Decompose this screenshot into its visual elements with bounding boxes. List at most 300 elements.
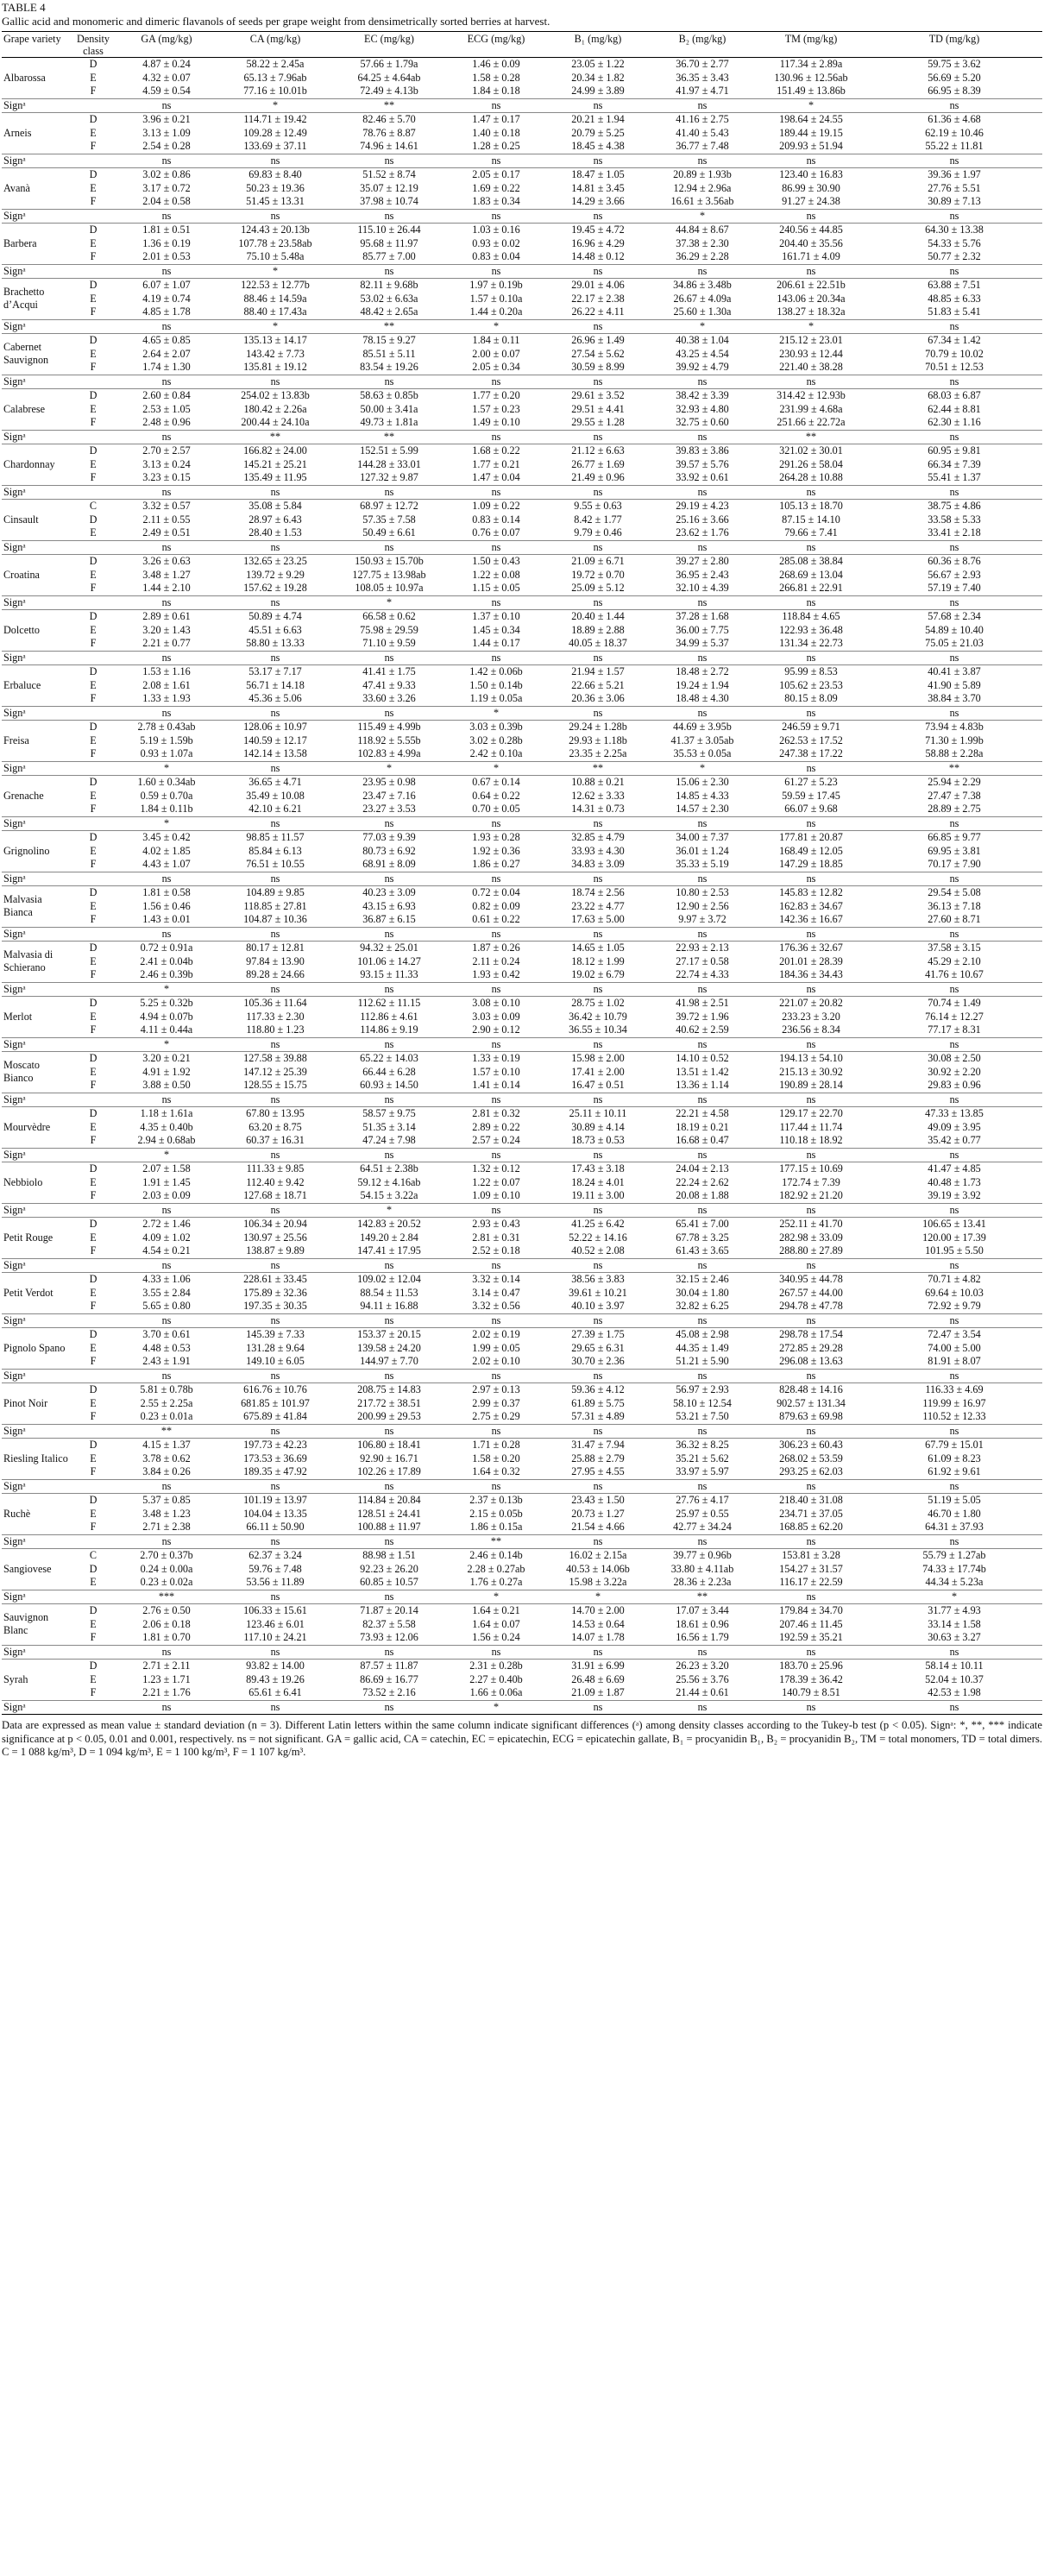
value-tm: 123.40 ± 16.83 [756,168,866,182]
value-td: 61.36 ± 4.68 [866,113,1042,127]
value-ec: 118.92 ± 5.55b [357,734,421,746]
significance-td: ns [866,927,1042,942]
value-ga: 3.20 ± 0.21 [116,1052,217,1066]
value-ga: 2.03 ± 0.09 [142,1189,191,1201]
density-class: D [71,1273,116,1287]
value-b2: 36.00 ± 7.75 [676,623,729,636]
value-ecg: 1.57 ± 0.23 [472,402,520,415]
significance-ecg: ns [445,154,547,168]
value-ec: 74.96 ± 14.61 [360,140,418,152]
value-td: 52.04 ± 10.37 [925,1672,984,1685]
value-ga: 3.88 ± 0.50 [142,1079,191,1091]
value-td: 67.34 ± 1.42 [866,334,1042,348]
table-row [2,444,1042,458]
table-row [2,1465,1042,1479]
significance-td: ns [866,872,1042,886]
significance-ca: ns [217,706,333,721]
density-class: F [90,1355,97,1367]
value-b2: 26.23 ± 3.20 [649,1660,756,1673]
value-b2: 32.75 ± 0.60 [676,416,729,428]
value-b1: 27.39 ± 1.75 [547,1328,649,1342]
value-b1: 20.40 ± 1.44 [547,610,649,624]
value-b2: 41.97 ± 4.71 [676,85,729,97]
significance-ca: * [217,98,333,113]
value-ecg: 1.19 ± 0.05a [469,692,523,704]
value-ec: 114.84 ± 20.84 [333,1494,445,1508]
significance-b2: ns [649,1203,756,1218]
significance-td: ns [866,430,1042,444]
value-ecg: 1.93 ± 0.42 [472,968,520,980]
value-tm: 321.02 ± 30.01 [756,444,866,458]
value-tm: 246.59 ± 9.71 [756,721,866,734]
grape-variety: Croatina [2,555,71,596]
value-ga: 3.23 ± 0.15 [142,471,191,483]
value-b1: 14.53 ± 0.64 [571,1617,625,1630]
significance-td: ns [866,375,1042,389]
value-ecg: 0.93 ± 0.02 [472,236,520,249]
value-tm: 117.44 ± 11.74 [779,1120,843,1133]
value-td: 46.70 ± 1.80 [928,1507,981,1520]
value-b2: 36.29 ± 2.28 [676,250,729,262]
value-tm: 192.59 ± 35.21 [779,1631,843,1643]
value-ga: 2.04 ± 0.58 [142,195,191,207]
significance-ecg: * [445,1590,547,1604]
value-ga: 4.65 ± 0.85 [116,334,217,348]
density-class: E [90,1672,97,1685]
density-class: E [90,734,97,746]
value-tm: 184.36 ± 34.43 [779,968,843,980]
significance-ca: ns [217,375,333,389]
value-ecg: 1.33 ± 0.19 [445,1052,547,1066]
value-td: 73.94 ± 4.83b [866,721,1042,734]
value-b1: 10.88 ± 0.21 [547,776,649,790]
value-ecg: 2.52 ± 0.18 [472,1244,520,1257]
significance-ga: ns [116,1093,217,1107]
value-b2: 43.25 ± 4.54 [676,347,729,360]
significance-ga: * [116,982,217,997]
table-row [2,1618,1042,1632]
value-tm: 177.81 ± 20.87 [756,831,866,845]
significance-tm: ns [756,1645,866,1660]
grape-variety: Pinot Noir [2,1383,71,1425]
value-ec: 88.98 ± 1.51 [333,1549,445,1563]
density-class: E [90,1010,97,1023]
value-tm: 172.74 ± 7.39 [782,1175,840,1188]
significance-ga: ns [116,540,217,555]
value-ec: 71.10 ± 9.59 [362,637,416,649]
significance-td: ns [866,706,1042,721]
sign-label: Signᵃ [2,1369,116,1383]
value-ecg: 1.64 ± 0.21 [445,1604,547,1618]
value-tm: 221.07 ± 20.82 [756,997,866,1011]
value-b2: 39.77 ± 0.96b [649,1549,756,1563]
significance-ecg: ns [445,1424,547,1439]
table-row [2,1300,1042,1313]
value-tm: 236.56 ± 8.34 [782,1023,840,1036]
value-ecg: 1.09 ± 0.22 [445,500,547,513]
significance-ecg: ns [445,209,547,224]
value-ga: 3.48 ± 1.23 [142,1507,191,1520]
sign-label: Signᵃ [2,1534,116,1549]
density-class: E [90,789,97,802]
significance-tm: * [756,98,866,113]
value-ca: 104.89 ± 9.85 [217,886,333,900]
value-ga: 5.19 ± 1.59b [140,734,193,746]
significance-b1: ns [547,1313,649,1328]
value-b2: 22.93 ± 2.13 [649,942,756,955]
table-row [2,845,1042,859]
significance-ga: ns [116,209,217,224]
table-row [2,1011,1042,1024]
table-body [2,58,1042,1715]
value-ca: 50.89 ± 4.74 [217,610,333,624]
value-ec: 95.68 ± 11.97 [360,236,418,249]
significance-b2: ns [649,1424,756,1439]
significance-tm: ns [756,982,866,997]
value-ca: 149.10 ± 6.05 [246,1355,305,1367]
table-row [2,237,1042,251]
value-ec: 114.86 ± 9.19 [360,1023,418,1036]
col-header-b2: B₂ (mg/kg) [649,32,756,58]
value-b1: 22.17 ± 2.38 [571,292,625,305]
value-ga: 0.93 ± 1.07a [140,747,193,759]
value-b2: 15.06 ± 2.30 [649,776,756,790]
value-td: 27.60 ± 8.71 [928,913,981,925]
value-ca: 106.33 ± 15.61 [217,1604,333,1618]
value-ecg: 1.77 ± 0.20 [445,389,547,403]
density-class: E [90,1341,97,1354]
density-class: D [89,1562,97,1575]
significance-ec: ns [333,1424,445,1439]
value-tm: 221.40 ± 38.28 [779,361,843,373]
value-b2: 16.56 ± 1.79 [676,1631,729,1643]
value-b2: 25.56 ± 3.76 [676,1672,729,1685]
value-b1: 14.65 ± 1.05 [547,942,649,955]
value-ga: 3.32 ± 0.57 [116,500,217,513]
value-ecg: 1.57 ± 0.10a [469,292,523,305]
value-b1: 17.43 ± 3.18 [547,1162,649,1176]
value-ca: 616.76 ± 10.76 [217,1383,333,1397]
value-b1: 20.79 ± 5.25 [571,126,625,139]
value-td: 62.30 ± 1.16 [928,416,981,428]
value-td: 33.14 ± 1.58 [928,1617,981,1630]
value-b2: 41.40 ± 5.43 [676,126,729,139]
value-td: 30.08 ± 2.50 [866,1052,1042,1066]
density-class: D [71,168,116,182]
density-class: D [71,279,116,293]
significance-ec: ns [333,927,445,942]
value-ga: 3.45 ± 0.42 [116,831,217,845]
value-b2: 33.80 ± 4.11ab [670,1562,734,1575]
significance-b2: ns [649,1258,756,1273]
significance-tm: ns [756,1369,866,1383]
value-ca: 147.12 ± 25.39 [243,1065,307,1078]
sign-label: Signᵃ [2,319,116,334]
value-td: 41.76 ± 10.67 [925,968,984,980]
grape-variety: Cabernet Sauvignon [2,334,71,375]
value-ec: 86.69 ± 16.77 [360,1672,418,1685]
density-class: D [71,444,116,458]
value-ca: 111.33 ± 9.85 [217,1162,333,1176]
value-ecg: 2.00 ± 0.07 [472,347,520,360]
density-class: D [71,831,116,845]
table-row [2,1023,1042,1037]
significance-tm: ns [756,1203,866,1218]
value-ca: 106.34 ± 20.94 [217,1218,333,1231]
value-td: 58.88 ± 2.28a [925,747,984,759]
value-ecg: 3.02 ± 0.28b [469,734,523,746]
value-ec: 48.42 ± 2.65a [360,305,418,318]
density-class: F [90,250,97,262]
significance-ecg: * [445,319,547,334]
significance-b1: ns [547,872,649,886]
value-ec: 64.25 ± 4.64ab [357,71,421,84]
value-td: 31.77 ± 4.93 [866,1604,1042,1618]
significance-ecg: ns [445,98,547,113]
value-tm: 218.40 ± 31.08 [756,1494,866,1508]
value-tm: 314.42 ± 12.93b [756,389,866,403]
value-ca: 138.87 ± 9.89 [246,1244,305,1257]
table-row [2,1383,1042,1397]
table-row [2,831,1042,845]
value-b2: 25.16 ± 3.66 [676,513,729,526]
density-class: D [71,1218,116,1231]
table-row [2,1176,1042,1190]
value-b1: 32.85 ± 4.79 [547,831,649,845]
table-row [2,1563,1042,1577]
value-td: 56.69 ± 5.20 [928,71,981,84]
value-tm: 151.49 ± 13.86b [777,85,846,97]
density-class: E [90,899,97,912]
density-class: D [71,1162,116,1176]
value-ga: 4.54 ± 0.21 [142,1244,191,1257]
value-ca: 58.80 ± 13.33 [246,637,305,649]
value-ecg: 0.70 ± 0.05 [472,803,520,815]
value-b1: 29.55 ± 1.28 [571,416,625,428]
density-class: E [90,954,97,967]
density-class: C [71,1549,116,1563]
significance-ec: * [333,595,445,610]
significance-row [2,1424,1042,1439]
value-b1: 52.22 ± 14.16 [569,1231,627,1244]
value-b1: 14.48 ± 0.12 [571,250,625,262]
significance-td: ns [866,209,1042,224]
significance-row [2,375,1042,389]
significance-b1: ns [547,264,649,279]
value-ec: 85.77 ± 7.00 [362,250,416,262]
value-ecg: 1.22 ± 0.07 [472,1175,520,1188]
significance-ga: ns [116,154,217,168]
value-tm: 183.70 ± 25.96 [756,1660,866,1673]
value-td: 69.95 ± 3.81 [928,844,981,857]
value-ec: 217.72 ± 38.51 [357,1396,421,1409]
table-row [2,1328,1042,1342]
value-b2: 51.21 ± 5.90 [676,1355,729,1367]
value-b1: 15.98 ± 2.00 [547,1052,649,1066]
density-class: F [90,1410,97,1422]
value-ec: 92.23 ± 26.20 [360,1562,418,1575]
value-tm: 294.78 ± 47.78 [779,1300,843,1312]
significance-ca: ns [217,1590,333,1604]
value-ec: 109.02 ± 12.04 [333,1273,445,1287]
value-td: 69.64 ± 10.03 [925,1286,984,1299]
value-ga: 2.64 ± 2.07 [142,347,191,360]
sign-label: Signᵃ [2,1093,116,1107]
grape-variety: Merlot [2,997,71,1038]
significance-ec: ns [333,154,445,168]
value-td: 50.77 ± 2.32 [928,250,981,262]
col-header-tm: TM (mg/kg) [756,32,866,58]
value-ec: 150.93 ± 15.70b [333,555,445,569]
significance-tm: ns [756,1258,866,1273]
significance-ec: ns [333,1093,445,1107]
value-ca: 135.49 ± 11.95 [243,471,307,483]
value-tm: 215.12 ± 23.01 [756,334,866,348]
value-ecg: 2.37 ± 0.13b [445,1494,547,1508]
value-td: 67.79 ± 15.01 [866,1439,1042,1452]
significance-ca: ns [217,1203,333,1218]
value-ca: 142.14 ± 13.58 [243,747,307,759]
value-b1: 59.36 ± 4.12 [547,1383,649,1397]
value-ec: 23.47 ± 7.16 [362,789,416,802]
density-class: F [90,858,97,870]
value-ec: 144.97 ± 7.70 [360,1355,418,1367]
table-row [2,224,1042,237]
value-td: 60.36 ± 8.76 [866,555,1042,569]
value-ec: 100.88 ± 11.97 [357,1521,421,1533]
value-tm: 268.02 ± 53.59 [779,1452,843,1464]
sign-label: Signᵃ [2,1590,116,1604]
value-tm: 79.66 ± 7.41 [784,526,838,539]
density-class: F [90,1521,97,1533]
value-ca: 681.85 ± 101.97 [241,1396,310,1409]
value-b1: 19.72 ± 0.70 [571,568,625,581]
density-class: D [71,942,116,955]
value-ec: 88.54 ± 11.53 [360,1286,418,1299]
value-ga: 2.49 ± 0.51 [142,526,191,539]
significance-b2: * [649,209,756,224]
value-b1: 23.22 ± 4.77 [571,899,625,912]
sign-label: Signᵃ [2,154,116,168]
value-tm: 266.81 ± 22.91 [779,582,843,594]
significance-ca: ns [217,1700,333,1715]
significance-b1: ns [547,1424,649,1439]
value-tm: 80.15 ± 8.09 [784,692,838,704]
density-class: E [90,457,97,470]
grape-variety: Mourvèdre [2,1107,71,1149]
table-row [2,1107,1042,1121]
table-row [2,610,1042,624]
value-td: 72.92 ± 9.79 [928,1300,981,1312]
table-row [2,555,1042,569]
density-class: E [90,1576,97,1588]
significance-row [2,927,1042,942]
value-ca: 53.56 ± 11.89 [246,1576,305,1588]
value-b1: 30.89 ± 4.14 [571,1120,625,1133]
density-class: D [71,1439,116,1452]
value-ga: 3.02 ± 0.86 [116,168,217,182]
col-header-td: TD (mg/kg) [866,32,1042,58]
table-row [2,140,1042,154]
value-b1: 21.09 ± 6.71 [547,555,649,569]
value-tm: 162.83 ± 34.67 [779,899,843,912]
value-b2: 10.80 ± 2.53 [649,886,756,900]
significance-td: ns [866,595,1042,610]
density-class: F [90,416,97,428]
significance-b1: ns [547,154,649,168]
sign-label: Signᵃ [2,430,116,444]
table-row [2,127,1042,141]
table-row [2,776,1042,790]
value-tm: 902.57 ± 131.34 [777,1396,846,1409]
value-ec: 102.83 ± 4.99a [357,747,421,759]
value-td: 120.00 ± 17.39 [922,1231,986,1244]
value-tm: 240.56 ± 44.85 [756,224,866,237]
value-tm: 91.27 ± 24.38 [782,195,840,207]
significance-b1: ns [547,595,649,610]
density-class: D [71,776,116,790]
grape-variety: Grignolino [2,831,71,872]
value-tm: 168.49 ± 12.05 [779,844,843,857]
significance-ga: ns [116,1203,217,1218]
value-td: 30.89 ± 7.13 [928,195,981,207]
significance-b1: ns [547,540,649,555]
value-ca: 45.51 ± 6.63 [248,623,302,636]
value-b2: 30.04 ± 1.80 [676,1286,729,1299]
value-b1: 21.12 ± 6.63 [547,444,649,458]
value-ga: 1.81 ± 0.58 [116,886,217,900]
density-class: F [90,1244,97,1257]
value-ga: 1.44 ± 2.10 [142,582,191,594]
value-ga: 2.41 ± 0.04b [140,954,193,967]
density-class: E [90,1175,97,1188]
value-td: 47.33 ± 13.85 [866,1107,1042,1121]
value-ga: 1.84 ± 0.11b [140,803,193,815]
sign-label: Signᵃ [2,540,116,555]
value-td: 57.68 ± 2.34 [866,610,1042,624]
value-td: 74.33 ± 17.74b [922,1562,986,1575]
value-ec: 73.93 ± 12.06 [360,1631,418,1643]
value-ga: 4.32 ± 0.07 [142,71,191,84]
significance-b2: ns [649,98,756,113]
value-ca: 122.53 ± 12.77b [217,279,333,293]
density-class: E [90,1396,97,1409]
value-ca: 128.55 ± 15.75 [243,1079,307,1091]
significance-row [2,1203,1042,1218]
value-ecg: 1.87 ± 0.26 [445,942,547,955]
significance-row [2,209,1042,224]
significance-ecg: ns [445,540,547,555]
value-ec: 200.99 ± 29.53 [357,1410,421,1422]
value-ec: 153.37 ± 20.15 [333,1328,445,1342]
value-ga: 4.35 ± 0.40b [140,1120,193,1133]
value-b1: 24.99 ± 3.89 [571,85,625,97]
significance-b2: ns [649,1645,756,1660]
value-ecg: 1.47 ± 0.17 [445,113,547,127]
value-ecg: 1.64 ± 0.32 [472,1465,520,1477]
value-b2: 41.98 ± 2.51 [649,997,756,1011]
value-ec: 128.51 ± 24.41 [357,1507,421,1520]
value-b1: 29.24 ± 1.28b [547,721,649,734]
significance-ga: * [116,816,217,831]
significance-b2: ns [649,375,756,389]
significance-td: ns [866,1534,1042,1549]
table-row [2,569,1042,583]
value-b2: 27.76 ± 4.17 [649,1494,756,1508]
value-td: 30.92 ± 2.20 [928,1065,981,1078]
value-b1: 40.52 ± 2.08 [571,1244,625,1257]
significance-tm: ns [756,595,866,610]
